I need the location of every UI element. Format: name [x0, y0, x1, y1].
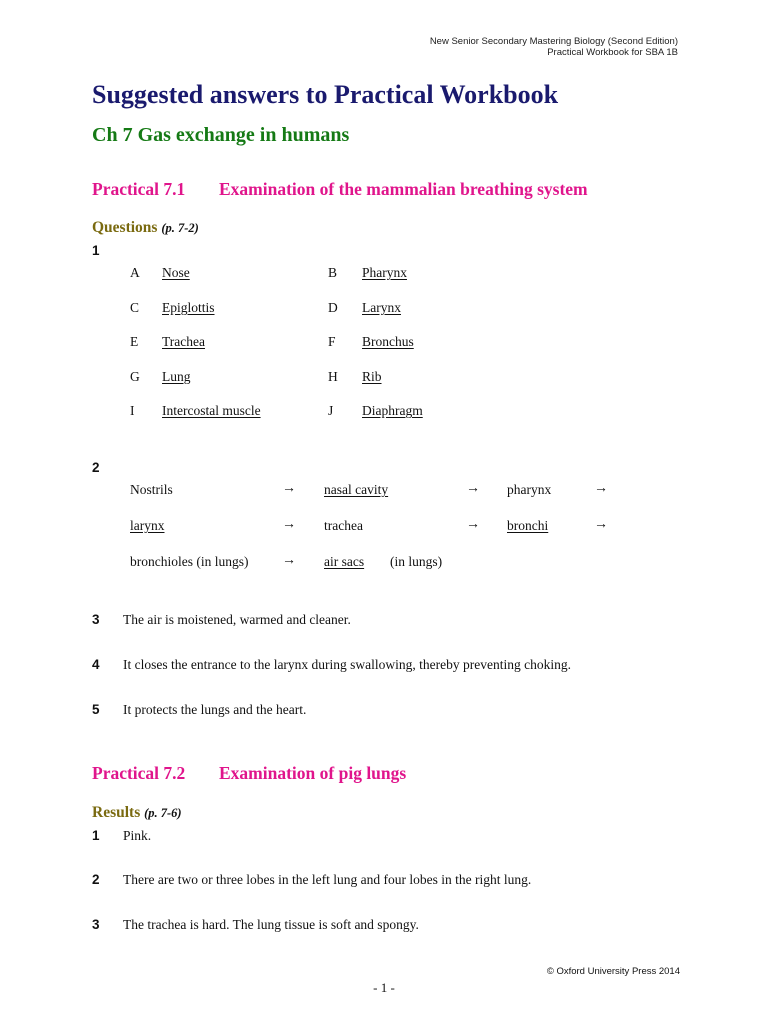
right-arrow-icon: →: [466, 517, 480, 532]
question-number: 4: [92, 657, 100, 672]
pathway-step: (in lungs): [390, 554, 443, 569]
label-letter: A: [130, 265, 140, 280]
label-answer: Pharynx: [362, 265, 407, 280]
question-number: 1: [92, 243, 100, 258]
answer-text: It protects the lungs and the heart.: [123, 702, 307, 717]
practical-title: Examination of the mammalian breathing system: [219, 179, 588, 199]
copyright-notice: © Oxford University Press 2014: [546, 966, 680, 977]
practical-7-1-heading: [92, 179, 588, 200]
question-number: 5: [92, 702, 100, 717]
practical-number: Practical 7.1: [92, 179, 186, 199]
label-letter: F: [328, 334, 336, 349]
question-number: 3: [92, 612, 100, 627]
question-number: 2: [92, 460, 100, 475]
label-answer: Trachea: [162, 334, 205, 349]
pathway-step-answer: nasal cavity: [324, 482, 389, 497]
label-letter: I: [130, 403, 135, 418]
label-answer: Lung: [162, 369, 191, 384]
label-answer: Nose: [162, 265, 190, 280]
label-answer: Larynx: [362, 300, 401, 315]
results-heading: [92, 804, 182, 822]
result-text: There are two or three lobes in the left lung and four lobes in the right lung.: [123, 872, 532, 887]
result-number: 2: [92, 872, 100, 887]
page-reference: (p. 7-6): [144, 806, 182, 820]
result-text: The trachea is hard. The lung tissue is soft and spongy.: [123, 917, 419, 932]
section-label: Questions: [92, 219, 158, 236]
practical-title: Examination of pig lungs: [219, 763, 407, 783]
right-arrow-icon: →: [466, 481, 480, 496]
label-letter: D: [328, 300, 338, 315]
practical-7-2-heading: [92, 763, 406, 784]
result-text: Pink.: [123, 828, 152, 843]
label-letter: E: [130, 334, 139, 349]
result-number: 3: [92, 917, 100, 932]
label-letter: J: [328, 403, 334, 418]
pathway-step: trachea: [324, 518, 363, 533]
label-letter: H: [328, 369, 338, 384]
answer-text: It closes the entrance to the larynx during swallowing, thereby preventing choking.: [123, 657, 571, 672]
right-arrow-icon: →: [282, 517, 296, 532]
pathway-step-answer: bronchi: [507, 518, 549, 533]
page-reference: (p. 7-2): [161, 221, 199, 235]
label-letter: G: [130, 369, 140, 384]
pathway-step: Nostrils: [130, 482, 173, 497]
label-answer: Bronchus: [362, 334, 414, 349]
section-label: Results: [92, 804, 141, 821]
pathway-step-answer: air sacs: [324, 554, 365, 569]
right-arrow-icon: →: [282, 553, 296, 568]
label-answer: Epiglottis: [162, 300, 215, 315]
pathway-step: bronchioles (in lungs): [130, 554, 249, 569]
practical-number: Practical 7.2: [92, 763, 186, 783]
label-answer: Diaphragm: [362, 403, 423, 418]
chapter-title: Ch 7 Gas exchange in humans: [92, 124, 350, 146]
answer-text: The air is moistened, warmed and cleaner.: [123, 612, 351, 627]
label-letter: C: [130, 300, 140, 315]
page-number: - 1 -: [373, 980, 395, 995]
right-arrow-icon: →: [594, 517, 608, 532]
result-number: 1: [92, 828, 100, 843]
header-series-title: New Senior Secondary Mastering Biology (Second Edition): [429, 36, 678, 47]
label-letter: B: [328, 265, 338, 280]
questions-heading: [92, 219, 199, 237]
label-answer: Rib: [362, 369, 382, 384]
label-answer: Intercostal muscle: [162, 403, 261, 418]
page-title: Suggested answers to Practical Workbook: [92, 80, 559, 109]
header-workbook-title: Practical Workbook for SBA 1B: [547, 47, 678, 58]
pathway-step: pharynx: [507, 482, 552, 497]
right-arrow-icon: →: [282, 481, 296, 496]
right-arrow-icon: →: [594, 481, 608, 496]
pathway-step-answer: larynx: [130, 518, 165, 533]
